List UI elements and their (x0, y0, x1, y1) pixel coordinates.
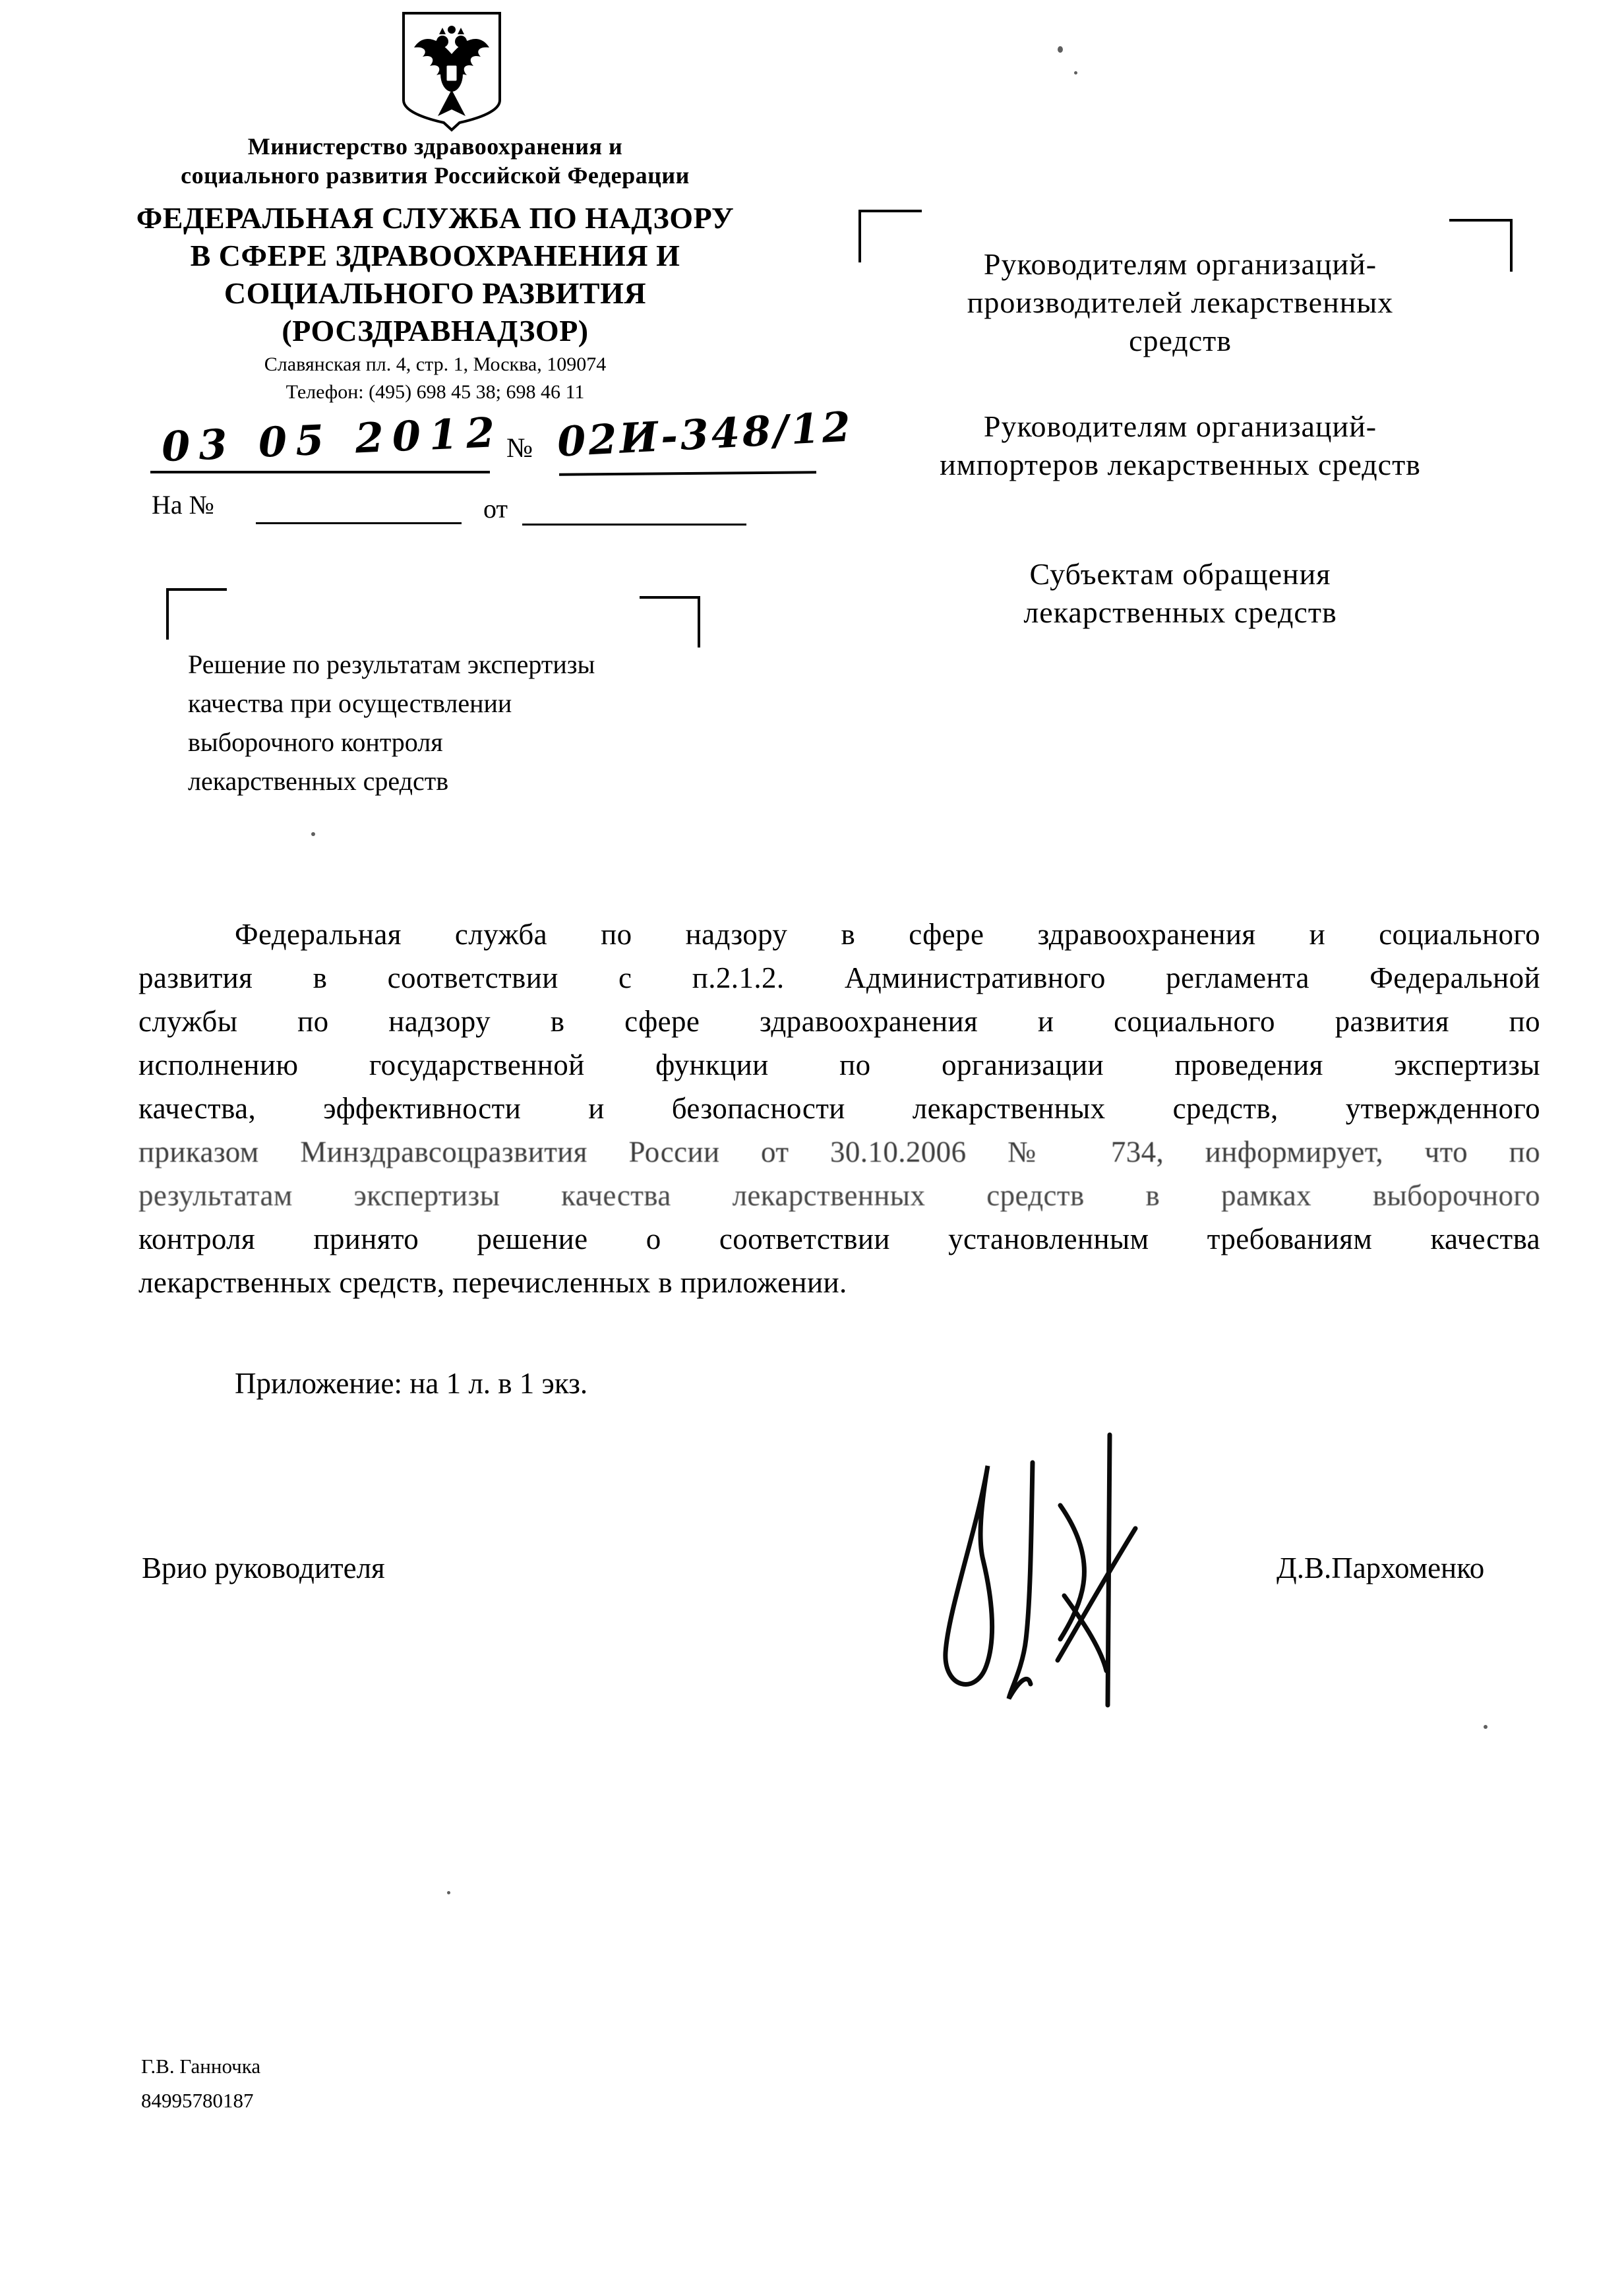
outgoing-date-handwritten: 03 05 2012 (160, 407, 504, 471)
postal-address: Славянская пл. 4, стр. 1, Москва, 109074 (264, 353, 607, 375)
body-line: службы по надзору в сфере здравоохранения и социального развития по (138, 1005, 1540, 1038)
reply-to-label: На № (152, 490, 214, 520)
subject-zone-corner-icon (640, 596, 700, 648)
subject-line: качества при осуществлении (188, 688, 512, 718)
addressee-group (844, 245, 1517, 360)
reply-from-label: от (483, 494, 508, 524)
addressee-line: производителей лекарственных (967, 286, 1394, 319)
ministry-name-line: Министерство здравоохранения и (247, 133, 623, 160)
service-name-line: СОЦИАЛЬНОГО РАЗВИТИЯ (224, 276, 647, 310)
signer-position: Врио руководителя (142, 1552, 385, 1584)
date-underline (150, 471, 490, 473)
addressee-line: Руководителям организаций- (983, 247, 1377, 281)
scan-speck (1074, 71, 1077, 75)
number-sign: № (506, 433, 533, 464)
subject-zone-corner-icon (166, 588, 227, 640)
coat-of-arms-icon (396, 7, 508, 133)
addressee-group (844, 407, 1517, 484)
executor-name: Г.В. Ганночка (141, 2055, 261, 2078)
addressee-line: Субъектам обращения (1029, 557, 1331, 591)
body-line: контроля принято решение о соответствии установленным требованиям качества (138, 1222, 1540, 1255)
body-line: исполнению государственной функции по организации проведения экспертизы (138, 1048, 1540, 1081)
addressee-line: средств (1129, 324, 1232, 357)
body-line: приказом Минздравсоцразвития России от 30.10.2006 № 734, информирует, что по (138, 1135, 1540, 1168)
service-name-block (92, 199, 778, 349)
scan-speck (311, 832, 315, 836)
ministry-name-line: социального развития Российской Федерации (181, 162, 690, 189)
letterhead (92, 132, 778, 405)
executor-phone: 84995780187 (141, 2089, 254, 2112)
subject-line: Решение по результатам экспертизы (188, 649, 595, 679)
addressee-line: Руководителям организаций- (983, 409, 1377, 443)
scan-speck (447, 1891, 450, 1894)
addressee-group (844, 555, 1517, 632)
service-name-line: (РОСЗДРАВНАДЗОР) (282, 314, 589, 347)
subject-line: лекарственных средств (188, 766, 449, 796)
scan-speck (1484, 1725, 1488, 1729)
body-paragraph (138, 913, 1540, 1304)
body-line: лекарственных средств, перечисленных в приложении. (138, 1266, 847, 1299)
addressee-line: импортеров лекарственных средств (940, 448, 1421, 481)
scan-speck (1058, 46, 1063, 53)
subject-line: выборочного контроля (188, 727, 443, 757)
body-line: развития в соответствии с п.2.1.2. Административного регламента Федеральной (138, 961, 1540, 994)
subject-block (188, 645, 755, 800)
service-name-line: В СФЕРЕ ЗДРАВООХРАНЕНИЯ И (190, 239, 680, 272)
body-line: качества, эффективности и безопасности лекарственных средств, утвержденного (138, 1092, 1540, 1125)
addressee-line: лекарственных средств (1023, 595, 1337, 629)
body-line: результатам экспертизы качества лекарственных средств в рамках выборочного (138, 1179, 1540, 1212)
phone-line: Телефон: (495) 698 45 38; 698 46 11 (286, 381, 585, 403)
signer-name: Д.В.Пархоменко (1277, 1552, 1485, 1584)
reply-number-blank (256, 522, 462, 524)
attachment-note: Приложение: на 1 л. в 1 экз. (235, 1367, 588, 1400)
outgoing-number-handwritten: 02И-348/12 (556, 402, 855, 466)
handwritten-signature-icon (910, 1430, 1160, 1713)
number-underline (559, 471, 816, 475)
reply-date-blank (522, 524, 746, 526)
addressee-block (844, 245, 1517, 632)
service-name-line: ФЕДЕРАЛЬНАЯ СЛУЖБА ПО НАДЗОРУ (136, 201, 735, 235)
body-line: Федеральная служба по надзору в сфере здравоохранения и социального (235, 918, 1540, 951)
